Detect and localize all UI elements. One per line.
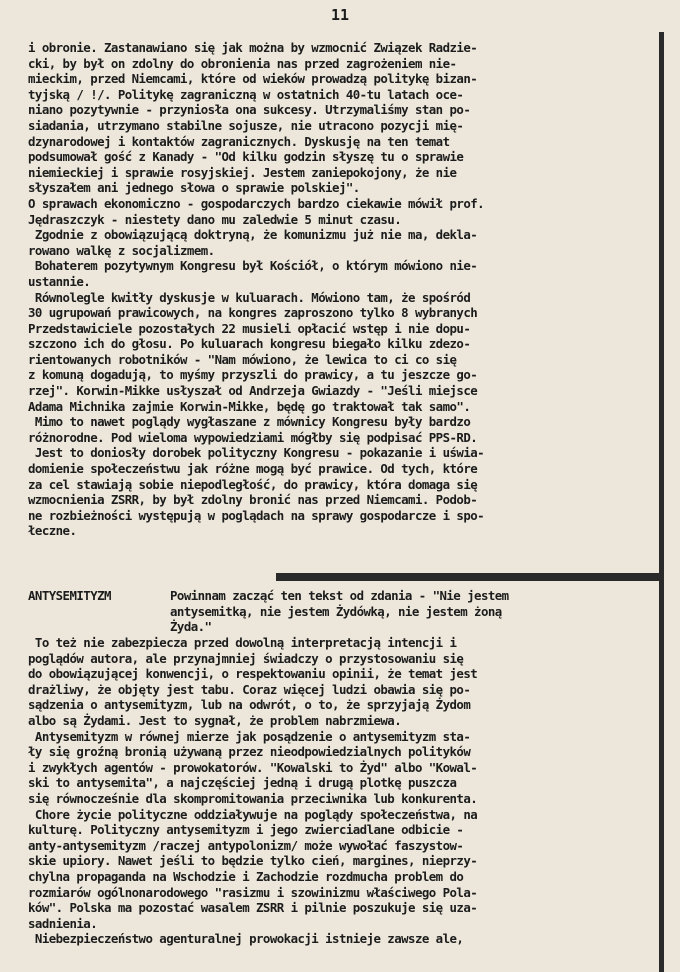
text-line: łeczne.	[28, 523, 77, 539]
text-line: ski to antysemita", a najczęściej jedną i drugą plotkę puszcza	[28, 775, 457, 791]
article-text-congress	[28, 40, 654, 539]
text-line: rzej". Korwin-Mikke usłyszał od Andrzeja Gwiazdy - "Jeśli miejsce	[28, 383, 478, 399]
text-line: rientowanych robotników - "Nam mówiono, że lewica to ci co się	[28, 351, 457, 367]
text-line: rozmiarów ogólnonarodowego "rasizmu i szowinizmu właściwego Pola-	[28, 884, 478, 900]
text-line: ły się groźną bronią używaną przez nieodpowiedzialnych polityków	[28, 744, 471, 760]
text-line: szczono ich do głosu. Po kuluarach kongresu biegało kilku zdezo-	[28, 336, 471, 352]
text-line: To też nie zabezpiecza przed dowolną interpretacją intencji i	[28, 635, 457, 650]
text-line: Adama Michnika zajmie Korwin-Mikke, będę go traktował tak samo".	[28, 398, 471, 414]
text-line: sadnienia.	[28, 915, 98, 931]
text-line: poglądów autora, ale przynajmniej świadczy o przystosowaniu się	[28, 650, 464, 666]
text-line: kulturę. Polityczny antysemityzm i jego zwierciadlane odbicie -	[28, 822, 464, 838]
text-line: rowano walkę z socjalizmem.	[28, 242, 215, 258]
text-line: i obronie. Zastanawiano się jak można by wzmocnić Związek Radzie-	[28, 40, 478, 55]
text-line: albo są Żydami. Jest to sygnał, że problem nabrzmiewa.	[28, 712, 402, 728]
text-line: z komuną dogadują, to myśmy przyszli do prawicy, a tu jeszcze go-	[28, 367, 478, 383]
section-divider	[276, 573, 664, 581]
text-line: mieckim, przed Niemcami, które od wieków prowadzą politykę bizan-	[28, 71, 478, 87]
section-heading: ANTYSEMITYZM	[28, 588, 111, 603]
article-text-antisemitism	[28, 635, 654, 947]
text-line: tyjską / !/. Politykę zagraniczną w ostatnich 40-tu latach oce-	[28, 86, 464, 102]
text-line: skie upiory. Nawet jeśli to będzie tylko cień, margines, nieprzy-	[28, 853, 478, 869]
text-line: niemieckiej i sprawie rosyjskiej. Jestem zaniepokojony, że nie	[28, 164, 457, 180]
text-line: Równolegle kwitły dyskusje w kuluarach. Mówiono tam, że spośród	[28, 289, 471, 305]
text-line: Przedstawiciele pozostałych 22 musieli opłacić wstęp i nie dopu-	[28, 320, 471, 336]
text-line: drażliwy, że objęty jest tabu. Coraz więcej ludzi obawia się po-	[28, 681, 471, 697]
page-number: 11	[330, 6, 350, 24]
text-line: Bohaterem pozytywnym Kongresu był Kościół, o którym mówiono nie-	[28, 258, 478, 274]
text-line: 30 ugrupowań prawicowych, na kongres zaproszono tylko 8 wybranych	[28, 305, 478, 321]
text-line: Zgodnie z obowiązującą doktryną, że komunizmu już nie ma, dekla-	[28, 227, 478, 243]
text-line: anty-antysemityzm /raczej antypolonizm/ może wywołać faszystow-	[28, 837, 464, 853]
opening-quote	[170, 588, 660, 635]
text-line: ków". Polska ma pozostać wasalem ZSRR i pilnie poszukuje się uza-	[28, 900, 478, 916]
quote-line: antysemitką, nie jestem Żydówką, nie jestem żoną	[170, 603, 502, 619]
text-line: słyszałem ani jednego słowa o sprawie polskiej".	[28, 180, 360, 196]
text-line: chylna propaganda na Wschodzie i Zachodzie rozdmucha problem do	[28, 868, 464, 884]
text-line: różnorodne. Pod wieloma wypowiedziami mógłby się podpisać PPS-RD.	[28, 429, 478, 445]
text-line: niano pozytywnie - przyniosła ona sukcesy. Utrzymaliśmy stan po-	[28, 102, 471, 118]
text-line: dzynarodowej i kontaktów zagranicznych. Dyskusję na ten temat	[28, 133, 450, 149]
vertical-rule	[659, 32, 664, 972]
text-line: sądzenia o antysemityzm, lub na odwrót, o to, że sprzyjają Żydom	[28, 697, 471, 713]
text-line: do obowiązującej konwencji, o respektowaniu opinii, że temat jest	[28, 666, 478, 682]
text-line: Mimo to nawet poglądy wygłaszane z mównicy Kongresu były bardzo	[28, 414, 471, 430]
quote-line: Powinnam zacząć ten tekst od zdania - "Nie jestem	[170, 588, 509, 603]
text-line: się równocześnie dla skompromitowania przeciwnika lub konkurenta.	[28, 790, 478, 806]
text-line: ustannie.	[28, 273, 91, 289]
text-line: Antysemityzm w równej mierze jak posądzenie o antysemityzm sta-	[28, 728, 471, 744]
text-line: za cel stawiają sobie niepodległość, do prawicy, która domaga się	[28, 476, 478, 492]
text-line: ne rozbieżności występują w poglądach na sprawy gospodarcze i spo-	[28, 507, 485, 523]
text-line: siadania, utrzymano stabilne sojusze, nie utracono pozycji mię-	[28, 117, 464, 133]
text-line: wzmocnienia ZSRR, by był zdolny bronić nas przed Niemcami. Podob-	[28, 492, 478, 508]
quote-line: Żyda."	[170, 619, 212, 635]
text-line: Chore życie polityczne oddziaływuje na poglądy społeczeństwa, na	[28, 806, 478, 822]
text-line: podsumował gość z Kanady - "Od kilku godzin słyszę tu o sprawie	[28, 149, 464, 165]
text-line: Jędraszczyk - niestety dano mu zaledwie 5 minut czasu.	[28, 211, 402, 227]
text-line: i zwykłych agentów - prowokatorów. "Kowalski to Żyd" albo "Kowal-	[28, 759, 478, 775]
text-line: Jest to doniosły dorobek polityczny Kongresu - pokazanie i uświa-	[28, 445, 485, 461]
text-line: O sprawach ekonomiczno - gospodarczych bardzo ciekawie mówił prof.	[28, 195, 485, 211]
text-line: domienie społeczeństwu jak różne mogą być prawice. Od tych, które	[28, 461, 478, 477]
text-line: Niebezpieczeństwo agenturalnej prowokacji istnieje zawsze ale,	[28, 931, 464, 947]
text-line: cki, by był on zdolny do obronienia nas przed zagrożeniem nie-	[28, 55, 457, 71]
